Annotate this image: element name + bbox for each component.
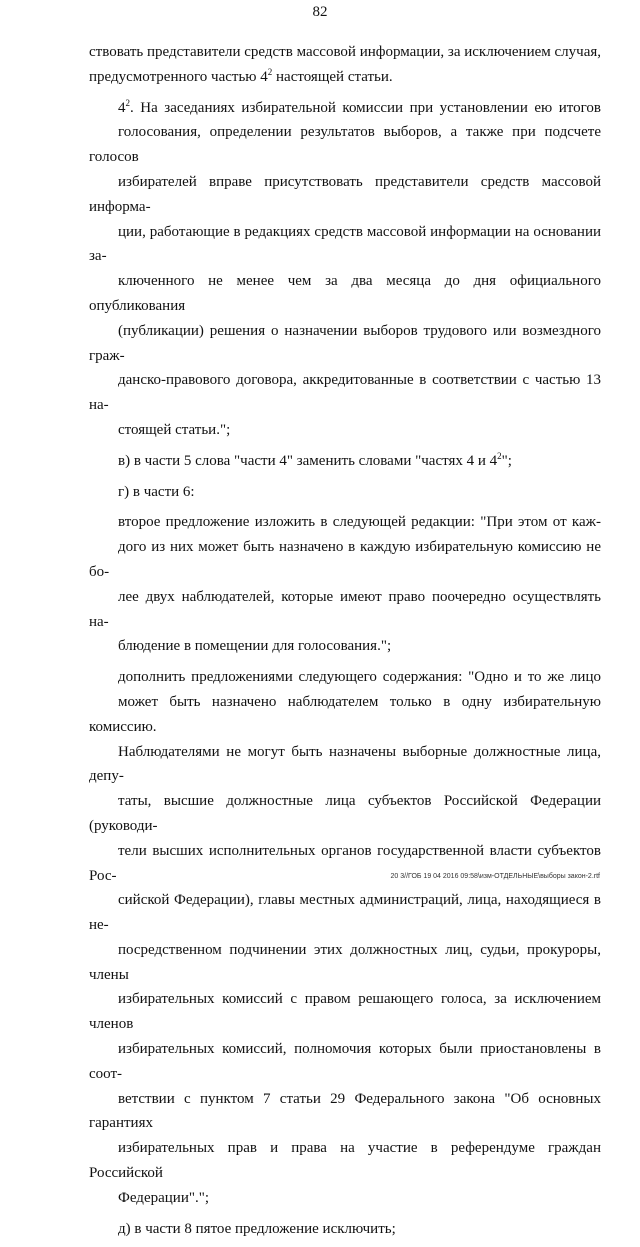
item-v <box>89 449 601 474</box>
paragraph-supplement <box>89 665 601 1211</box>
paragraph-second-sentence <box>89 510 601 659</box>
paragraph-4-2 <box>89 96 601 443</box>
text-line: ключенного не менее чем за два месяца до дня официального опубликования <box>89 273 601 314</box>
paragraph-continuation <box>89 40 601 90</box>
text-line: тели высших исполнительных органов государственной власти субъектов Рос- <box>89 842 601 884</box>
text-line: г) в части 6: <box>118 483 195 500</box>
text-line: может быть назначено наблюдателем только в одну избирательную комиссию. <box>89 693 601 735</box>
text-line: второе предложение изложить в следующей редакции: "При этом от каж- <box>118 514 601 531</box>
text-line: посредственном подчинении этих должностных лиц, судьи, прокуроры, члены <box>89 941 601 983</box>
document-body <box>89 40 601 1247</box>
text-line: дополнить предложениями следующего содержания: "Одно и то же лицо <box>118 669 601 686</box>
item-g <box>89 480 601 505</box>
page-number: 82 <box>312 4 328 20</box>
item-d <box>89 1217 601 1242</box>
text-line: данско-правового договора, аккредитованные в соответствии с частью 13 на- <box>89 372 601 414</box>
text-line: дого из них может быть назначено в каждую избирательную комиссию не бо- <box>89 539 601 580</box>
text-line: избирательных комиссий с правом решающего голоса, за исключением членов <box>89 991 601 1033</box>
text-line: ции, работающие в редакциях средств массовой информации на основании за- <box>89 223 601 265</box>
text-line: предусмотренного частью $4^2$ настоящей статьи. <box>89 66 393 85</box>
text-line: избирателей вправе присутствовать представители средств массовой информа- <box>89 173 601 215</box>
text-line: $4^2$. На заседаниях избирательной комиссии при установлении ею итогов <box>118 97 601 116</box>
text-line: (публикации) решения о назначении выборов трудового или возмездного граж- <box>89 322 601 364</box>
text-line: сийской Федерации), главы местных администраций, лица, находящиеся в не- <box>89 892 601 934</box>
text-line: избирательных комиссий, полномочия которых были приостановлены в соот- <box>89 1041 601 1082</box>
text-line: ветствии с пунктом 7 статьи 29 Федерального закона "Об основных гарантиях <box>89 1090 601 1132</box>
text-line: Федерации"."; <box>118 1189 210 1206</box>
text-line: д) в части 8 пятое предложение исключить; <box>118 1220 396 1237</box>
text-line: блюдение в помещении для голосования."; <box>118 638 392 655</box>
file-path-footer: 20 3//ГОБ 19 04 2016 09:58\изм-ОТДЕЛЬНЫЕ\выборы закон-2.rtf <box>390 873 600 880</box>
text-line: ствовать представители средств массовой информации, за исключением случая, <box>89 44 601 60</box>
text-line: голосования, определении результатов выборов, а также при подсчете голосов <box>89 124 601 166</box>
text-line: таты, высшие должностные лица субъектов Российской Федерации (руководи- <box>89 793 601 834</box>
text-line: лее двух наблюдателей, которые имеют право поочередно осуществлять на- <box>89 588 601 630</box>
text-line: стоящей статьи."; <box>118 421 231 438</box>
text-line: избирательных прав и права на участие в референдуме граждан Российской <box>89 1140 601 1182</box>
text-line: в) в части 5 слова "части 4" заменить словами "частях 4 и $4^2$"; <box>118 450 512 469</box>
text-line: Наблюдателями не могут быть назначены выборные должностные лица, депу- <box>89 743 601 785</box>
